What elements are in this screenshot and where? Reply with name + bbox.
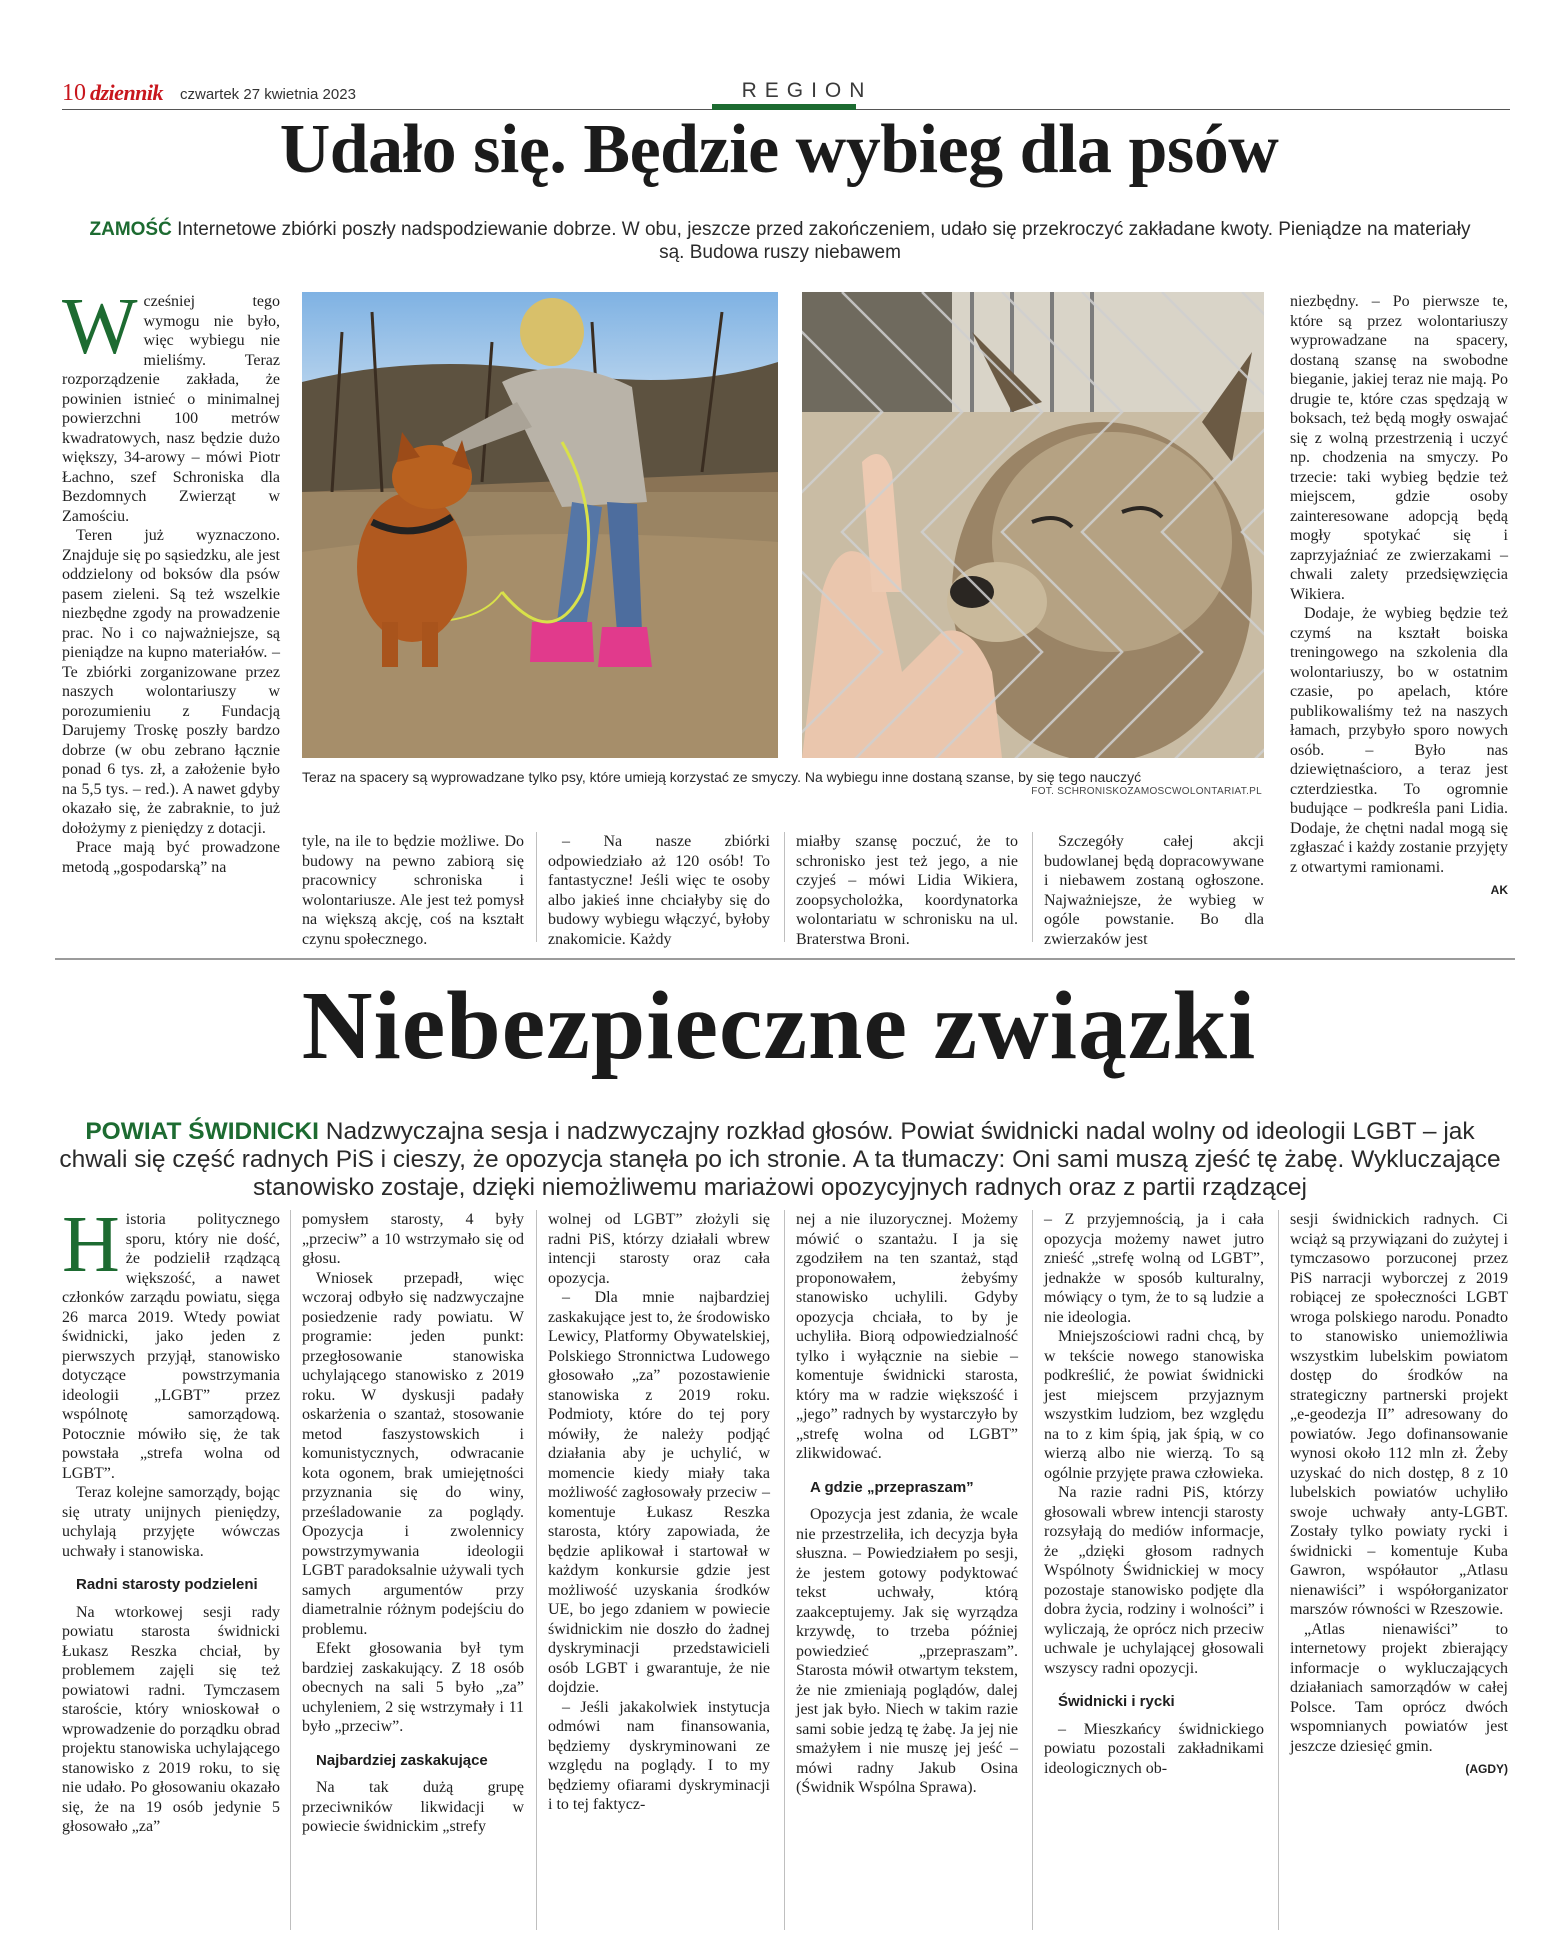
- paragraph: – Na nasze zbiórki odpowiedziało aż 120 osób! To fantastyczne! Jeśli więc te osoby albo jakieś inne chciałyby się do budowy wybiegu włączyć, byłoby znakomicie. Każdy: [548, 833, 770, 948]
- article2-kicker: POWIAT ŚWIDNICKI: [85, 1118, 319, 1145]
- article1-kicker: ZAMOŚĆ: [89, 219, 172, 240]
- paragraph: Szczegóły całej akcji budowlanej będą dopracowywane i niebawem zostaną ogłoszone. Najważniejsze, że wybieg w ogóle powstanie. Bo dla zwierzaków jest: [1044, 833, 1264, 948]
- column-divider: [1032, 1210, 1033, 1930]
- column-divider: [536, 832, 537, 942]
- photo-dog-on-leash: [302, 292, 778, 758]
- article2-column-3: [548, 1210, 770, 1815]
- article2-column-4: [796, 1210, 1018, 1798]
- subheading: Najbardziej zaskakujące: [316, 1751, 488, 1769]
- column-divider: [536, 1210, 537, 1930]
- paragraph: Teren już wyznaczono. Znajduje się po sąsiedzku, ale jest oddzielony od boksów dla psów pasem zieleni. Są też wszelkie niezbędne zgody na prowadzenie prac. No i co najważniejsze, są pieniądze na kupno materiałów. – Te zbiórki zorganizowane przez naszych wolontariuszy w porozumieniu z Fundacją Darujemy Troskę poszły bardzo dobrze (w obu zebrano łącznie ponad 6 tys. zł, a założenie było na 5,5 tys. – red.). A nawet gdyby okazało się, że zabraknie, to już dołożymy z pieniędzy z dotacji.: [62, 527, 280, 837]
- article1-column-5: [1044, 832, 1264, 949]
- paragraph: Dodaje, że wybieg będzie też czymś na kształt boiska treningowego na szkolenia dla wolontariuszy, bo w ostatnim czasie, po apelach, które publikowaliśmy też na naszych łamach, przybyło sporo nowych osób. – Było nas dziewiętnaścioro, a teraz jest czterdziestka. To ogromnie budujące – podkreśla pani Lidia. Dodaje, że chętni nadal mogą się zgłaszać i każdy zostanie przyjęty z otwartymi ramionami.: [1290, 605, 1508, 876]
- article1-column-2: [302, 832, 524, 949]
- paragraph: – Jeśli jakakolwiek instytucja odmówi nam finansowania, będziemy dyskryminowani ze względu na poglądy. I to my będziemy ofiarami dyskryminacji i to tej faktycz-: [548, 1698, 770, 1813]
- subheading: A gdzie „przepraszam”: [810, 1478, 974, 1496]
- fence-dog-illustration: [802, 292, 1264, 758]
- subheading: Świdnicki i rycki: [1058, 1693, 1175, 1710]
- photo-caption: Teraz na spacery są wyprowadzane tylko psy, które umieją korzystać ze smyczy. Na wybiegu inne dostaną szanse, by się tego nauczyć: [302, 769, 1142, 785]
- article1-column-1: [62, 283, 280, 877]
- paragraph: „Atlas nienawiści” to internetowy projekt zbierający informacje o wykluczających działaniach samorządów w całej Polsce. Tam oprócz dwóch wspomnianych powiatów jest jeszcze dziesięć gmin.: [1290, 1620, 1508, 1755]
- paragraph: pomysłem starosty, 4 były „przeciw” a 10 wstrzymało się od głosu.: [302, 1211, 524, 1267]
- paragraph: Mniejszościowi radni chcą, by w tekście nowego stanowiska podkreślić, że powiat świdnicki jest miejscem przyjaznym wszystkim ludziom, bez względu na to z kim śpią, jak śpią, w co wierzą albo nie wierzą. To są ogólnie przyjęte prawa człowieka.: [1044, 1328, 1264, 1482]
- paragraph: sesji świdnickich radnych. Ci wciąż są przywiązani do zużytej i tymczasowo porzuconej przez PiS narracji wyborczej z 2019 robiącej ze społeczności LGBT wroga polskiego narodu. Ponadto to stanowisko uniemożliwia wszystkim lubelskim powiatom dostęp do środków na strategiczny partnerski projekt „e-geodezja II” adresowany do powiatów. Jego dofinansowanie wynosi około 112 mln zł. Żeby uzyskać do nich dostęp, 8 z 10 lubelskich powiatów uchyliło swoje uchwały anty-LGBT. Zostały tylko powiaty rycki i świdnicki – komentuje Kuba Gawron, współautor „Atlasu nienawiści” i współorganizator marszów równości w Rzeszowie.: [1290, 1211, 1508, 1618]
- article2-column-1: [62, 1201, 280, 1837]
- article2-lead-text: Nadzwyczajna sesja i nadzwyczajny rozkład głosów. Powiat świdnicki nadal wolny od ideologii LGBT – jak chwali się część radnych PiS i cieszy, że opozycja stanęła po ich stronie. A ta tłumaczy: Oni sami muszą zjeść tę żabę. Wykluczające stanowisko zostaje, dzięki niemożliwemu mariażowi opozycyjnych radnych oraz z partii rządzącej: [59, 1118, 1501, 1201]
- photo-dog-behind-fence: [802, 292, 1264, 758]
- article1-dropcap: W: [62, 283, 138, 371]
- article2-signature: (AGDY): [1465, 1762, 1508, 1776]
- issue-date: czwartek 27 kwietnia 2023: [180, 86, 356, 103]
- article1-column-4: [796, 832, 1018, 949]
- paragraph: Wniosek przepadł, więc wczoraj odbyło się nadzwyczajne posiedzenie rady powiatu. W programie: jeden punkt: przegłosowanie stanowiska uchylającego stanowisko z 2019 roku. W dyskusji padały oskarżenia o szantaż, stosowanie metod faszystowskich i komunistycznych, odwracanie kota ogonem, brak umiejętności przyznania się do winy, prześladowanie za poglądy. Opozycja i zwolennicy powstrzymywania ideologii LGBT paradoksalnie używali tych samych argumentów przy diametralnie różnym podejściu do problemu.: [302, 1269, 524, 1638]
- dog-leash-illustration: [302, 292, 778, 758]
- article1-lead-text: Internetowe zbiórki poszły nadspodziewanie dobrze. W obu, jeszcze przed zakończeniem, udało się przekroczyć zakładane kwoty. Pieniądze na materiały są. Budowa ruszy niebawem: [177, 219, 1471, 263]
- paragraph: – Mieszkańcy świdnickiego powiatu pozostali zakładnikami ideologicznych ob-: [1044, 1720, 1264, 1777]
- paragraph: Opozycja jest zdania, że wcale nie przestrzeliła, ich decyzja była słuszna. – Powiedziałem po sesji, że jestem gotowy podyktować tekst uchwały, którą zaakceptujemy. Jak się wyrządza krzywdę, to trzeba później powiedzieć „przepraszam”. Starosta mówił otwartym tekstem, że nie zmieniają poglądów, dalej jest jak było. Niech w takim razie sami sobie jedzą tę żabę. Ja jej nie smażyłem i nie muszę jej jeść – mówi radny Jakub Osina (Świdnik Wspólna Sprawa).: [796, 1506, 1018, 1796]
- paragraph: Na wtorkowej sesji rady powiatu starosta świdnicki Łukasz Reszka chciał, by problemem zajęli się też powiatowi radni. Tymczasem starościе, który wnioskował o wprowadzenie do porządku obrad projektu stanowiska uchylającego stanowisko z 2019 roku, to się nie udało. Po głosowaniu okazało się, że na 19 osób jedynie 5 głosowało „za”: [62, 1603, 280, 1835]
- paragraph: Teraz kolejne samorządy, bojąc się utraty unijnych pieniędzy, uchylają przyjęte wówczas uchwały i stanowiska.: [62, 1484, 280, 1560]
- paragraph: Na tak dużą grupę przeciwników likwidacji w powiecie świdnickim „strefy: [302, 1779, 524, 1835]
- paragraph: Na razie radni PiS, którzy głosowali wbrew intencji starosty rozsyłają do mediów informacje, że „dzięki głosom radnych Wspólnoty Świdnickiej w mocy pozostaje stanowisko podjęte dla dobra życia, rodziny i wolności” i wyliczają, że oprócz nich przeciw uchwale je uchylającej głosowali wszyscy radni opozycji.: [1044, 1484, 1264, 1677]
- subheading: Radni starosty podzieleni: [76, 1576, 258, 1593]
- article-separator: [55, 958, 1515, 960]
- paragraph: – Dla mnie najbardziej zaskakujące jest to, że środowisko Lewicy, Platformy Obywatelskiej, Polskiego Stronnictwa Ludowego głosowało „za” pozostawienie stanowiska z 2019 roku. Podmioty, które do tej pory mówiły, że należy podjąć działania aby je uchylić, w momencie kiedy miały taka możliwość zagłosowały przeciw – komentuje Łukasz Reszka starosta, który zapowiada, że będzie aplikował i startował w każdym konkursie gdzie jest możliwość uzyskania środków UE, bo jego zdaniem w powiecie świdnickim nie doszło do żadnej dyskryminacji przedstawicieli osób LGBT i gwarantuje, że nie dojdzie.: [548, 1289, 770, 1696]
- page-number: 10: [62, 80, 86, 106]
- paragraph: – Z przyjemnością, ja i cała opozycja możemy nawet jutro znieść „strefę wolną od LGBT”, jednakże w sposób kulturalny, mówiący o tym, że to są ludzie a nie ideologia.: [1044, 1211, 1264, 1326]
- paragraph: Prace mają być prowadzone metodą „gospodarską” na: [62, 839, 280, 876]
- paragraph: nej a nie iluzorycznej. Możemy mówić o szantażu. I ja się zgodziłem na ten szantaż, stąd proponowałem, żebyśmy stanowisko uchylili. Gdyby opozycja chciała, to by je uchyliła. Biorą odpowiedzialność tylko i wyłącznie na siebie – komentuje świdnicki starosta, który ma w radzie większość i „jego” radnych by wystarczyło by „strefę wolna od LGBT” zlikwidować.: [796, 1211, 1018, 1462]
- article2-lead: [50, 1118, 1510, 1202]
- column-divider: [1032, 832, 1033, 942]
- column-divider: [290, 1210, 291, 1930]
- section-label: REGION: [741, 79, 873, 102]
- paragraph: wolnej od LGBT” złożyli się radni PiS, którzy działali wbrew intencji starosty oraz cała opozycja.: [548, 1211, 770, 1287]
- article2-column-5: [1044, 1210, 1264, 1778]
- article1-title: Udało się. Będzie wybieg dla psów: [279, 111, 1279, 188]
- article2-column-2: [302, 1210, 524, 1837]
- article1-column-6: [1290, 292, 1508, 901]
- paragraph: tyle, na ile to będzie możliwe. Do budowy na pewno zabiorą się pracownicy schroniska i wolontariusze. Ale jest też pomysł na większą akcję, coś na kształt czynu społecznego.: [302, 833, 524, 948]
- article1-signature: AK: [1490, 883, 1508, 897]
- article1-lead: [80, 218, 1480, 264]
- paragraph: cześniej tego wymogu nie było, więc wybiegu nie mieliśmy. Teraz rozporządzenie zakłada, że powinien istnieć o minimalnej powierzchni 100 metrów kwadratowych, nasz będzie dużo większy, 34-arowy – mówi Piotr Łachno, szef Schroniska dla Bezdomnych Zwierząt w Zamościu.: [62, 293, 280, 525]
- paragraph: niezbędny. – Po pierwsze te, które są przez wolontariuszy wyprowadzane na spacery, dostaną szansę na swobodne bieganie, jakiej teraz nie mają. Po drugie te, które czas spędzają w boksach, też będą mogły oswajać się z wolną przestrzenią i uczyć np. chodzenia na smyczy. Po trzecie: taki wybieg będzie też miejscem, gdzie osoby zainteresowane adopcją będą mogły spotykać się i zaprzyjaźniać ze zwierzakami – chwali zalety przedsięwzięcia Wikiera.: [1290, 293, 1508, 603]
- column-divider: [784, 832, 785, 942]
- paragraph: miałby szansę poczuć, że to schronisko jest też jego, a nie czyjeś – mówi Lidia Wikiera, zoopsycholożka, koordynatorka wolontariatu w schronisku na ul. Braterstwa Broni.: [796, 833, 1018, 948]
- column-divider: [784, 1210, 785, 1930]
- article2-dropcap: H: [62, 1201, 120, 1289]
- photo-credit: FOT. SCHRONISKOZAMOSCWOLONTARIAT.PL: [1031, 786, 1262, 797]
- article2-column-6: [1290, 1210, 1508, 1780]
- article2-title: Niebezpieczne związki: [301, 972, 1257, 1080]
- article1-column-3: [548, 832, 770, 949]
- newspaper-logo: dziennik: [90, 80, 164, 105]
- paragraph: istoria politycznego sporu, który nie dość, że podzielił rządzącą większość, a nawet członków zarządu powiatu, sięga 26 marca 2019. Wtedy powiat świdnicki, jako jeden z pierwszych przyjął, stanowisko dotyczące powstrzymania ideologii „LGBT” przez wspólnotę samorządową. Potocznie mówiło się, że tak powstała „strefa wolna od LGBT”.: [62, 1211, 280, 1482]
- paragraph: Efekt głosowania był tym bardziej zaskakujący. Z 18 osób obecnych na sali 5 było „za” uchyleniem, 2 się wstrzymały i 11 było „przeciw”.: [302, 1640, 524, 1735]
- column-divider: [1278, 1210, 1279, 1930]
